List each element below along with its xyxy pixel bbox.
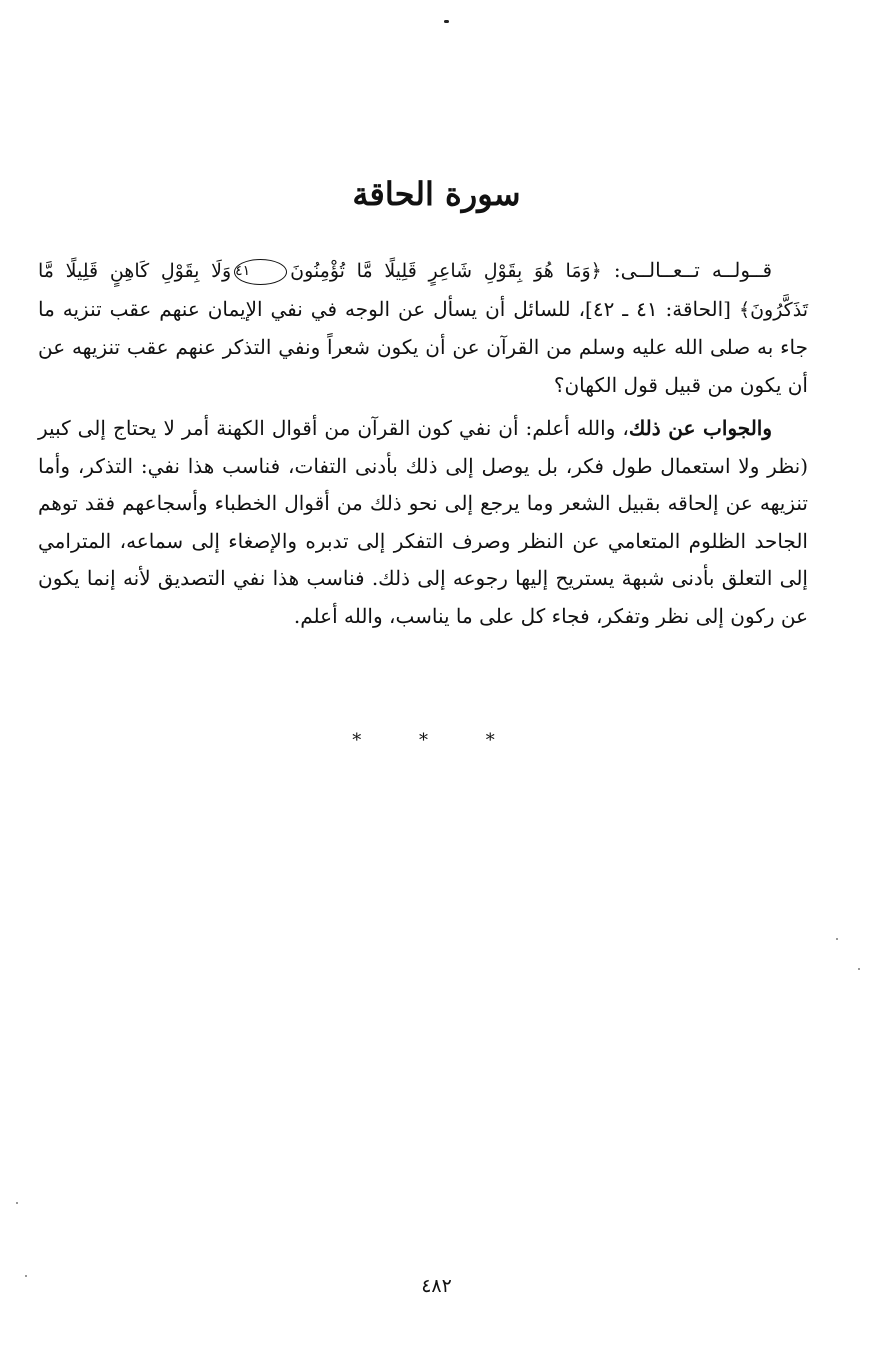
surah-title: سورة الحاقة: [352, 175, 521, 213]
top-ink-mark: [444, 20, 449, 23]
answer-paragraph: [38, 410, 808, 635]
question-text: ، للسائل أن يسأل عن الوجه في نفي الإيمان عنهم عقب تنزيه ما جاء به صلى الله عليه وسلم من القرآن عن أن يكون شعراً ونفي التذكر عنهم عقب تنزيهه عن أن يكون من قبيل قول الكهان؟: [38, 296, 808, 397]
verse-reference: [الحاقة: ٤١ ـ ٤٢]: [585, 296, 739, 321]
paper-speck: [16, 1202, 18, 1204]
page-body: [38, 252, 808, 635]
intro-text: قــولــه تــعــالــى:: [601, 258, 773, 282]
paper-speck: [858, 968, 860, 970]
paper-speck: [25, 1275, 27, 1277]
section-separator: * * *: [352, 730, 521, 751]
ayah-number-marker: ٤١: [234, 259, 287, 285]
quran-verse-part2: وَلَا بِقَوْلِ كَاهِنٍ قَلِيلًا مَّا تَذَكَّرُونَ﴾: [38, 260, 808, 321]
paper-speck: [836, 938, 838, 940]
question-paragraph: [38, 252, 808, 404]
quran-verse-part1: ﴿وَمَا هُوَ بِقَوْلِ شَاعِرٍ قَلِيلًا مَّا تُؤْمِنُونَ: [290, 260, 602, 282]
answer-lead: والجواب عن ذلك: [628, 416, 772, 440]
page-number: ٤٨٢: [421, 1275, 452, 1297]
answer-text: ، والله أعلم: أن نفي كون القرآن من أقوال الكهنة أمر لا يحتاج إلى كبير (نظر ولا استعمال طول فكر، بل يوصل إلى ذلك بأدنى التفات، فناسب هذا نفي: التذكر، وأما تنزيهه عن إلحاقه بقبيل الشعر وما يرجع إلى نحو ذلك من أقوال الخطباء وأسجاعهم فقد توهم الجاحد الظلوم المتعامي عن النظر وصرف التفكر إلى تدبره والإصغاء إلى سماعه، المترامي إلى التعلق بأدنى شبهة يستريح إليها رجوعه إلى ذلك. فناسب هذا نفي التصديق لأنه إنما يكون عن ركون إلى نظر وتفكر، فجاء كل على ما يناسب، والله أعلم.: [38, 416, 808, 628]
